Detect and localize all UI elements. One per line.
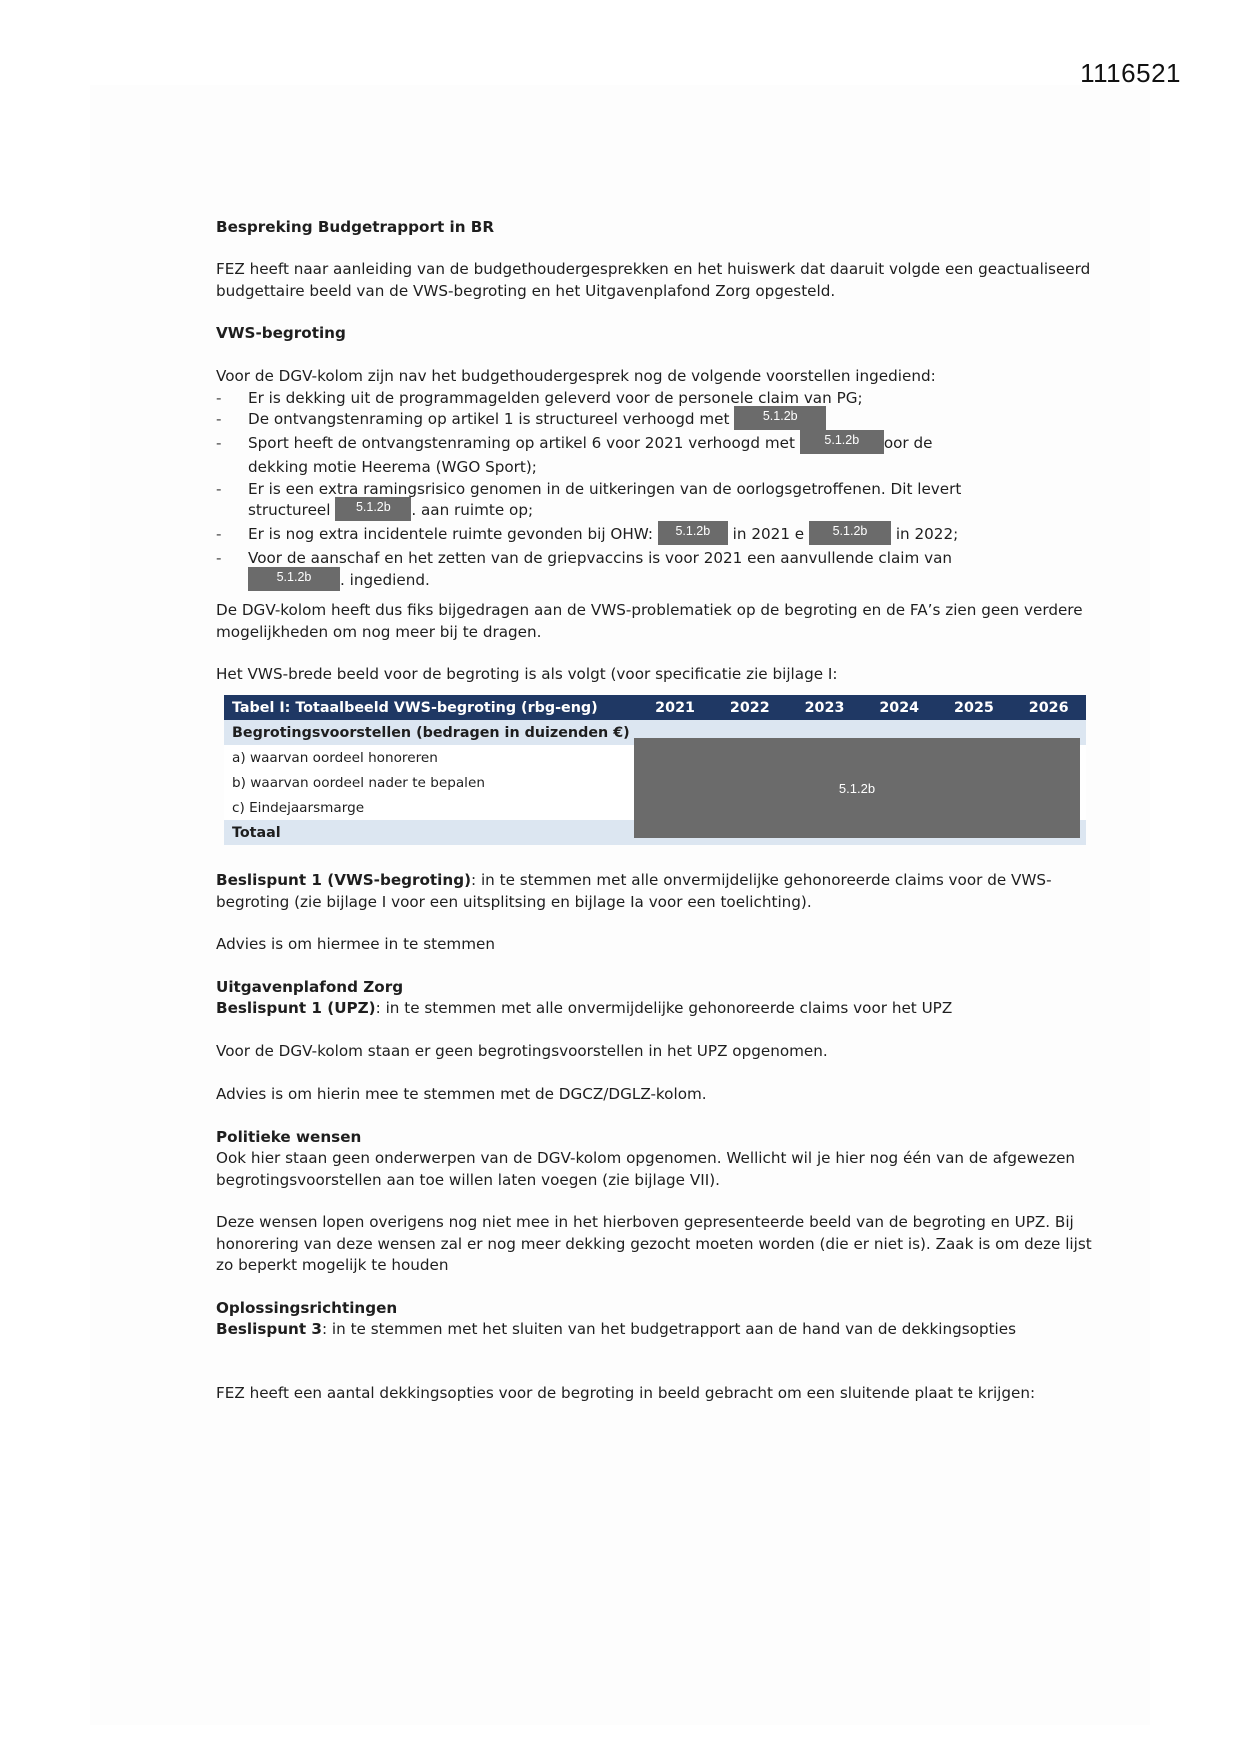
table-title: Tabel I: Totaalbeeld VWS-begroting (rbg-eng) [232,699,598,716]
year-header: 2026 [1028,699,1069,716]
vws-heading: VWS-begroting [216,324,346,342]
year-header: 2025 [954,699,994,716]
list-item: - Er is een extra ramingsrisico genomen in de uitkeringen van de oorlogsgetroffenen. Dit levert structureel 5.1.2b . aan ruimte op; [216,479,1096,525]
redaction-box: 5.1.2b [658,521,728,545]
beslispunt-1-upz: Beslispunt 1 (UPZ): in te stemmen met alle onvermijdelijke gehonoreerde claims voor het UPZ [216,999,953,1017]
redaction-box: 5.1.2b [248,567,340,591]
final-paragraph: FEZ heeft een aantal dekkingsopties voor de begroting in beeld gebracht om een sluitende plaat te krijgen: [216,1384,1036,1402]
list-item: - Er is nog extra incidentele ruimte gevonden bij OHW: 5.1.2b in 2021 e 5.1.2b in 2022; [216,524,1096,548]
advies-2: Advies is om hierin mee te stemmen met de DGCZ/DGLZ-kolom. [216,1085,707,1103]
table-intro: Het VWS-brede beeld voor de begroting is als volgt (voor specificatie zie bijlage I: [216,665,838,683]
advies-1: Advies is om hiermee in te stemmen [216,935,495,953]
upz-paragraph: Voor de DGV-kolom staan er geen begrotingsvoorstellen in het UPZ opgenomen. [216,1042,828,1060]
year-header: 2024 [879,699,920,716]
year-header: 2023 [804,699,845,716]
year-header: 2021 [655,699,695,716]
table-header-row [224,695,1086,720]
table-total-row: Totaal [224,820,1086,845]
list-item: - Sport heeft de ontvangstenraming op artikel 6 voor 2021 verhoogd met 5.1.2b oor de dekking motie Heerema (WGO Sport); [216,433,1096,479]
politieke-wensen-paragraph: Ook hier staan geen onderwerpen van de DGV-kolom opgenomen. Wellicht wil je hier nog één van de afgewezen begrotingsvoorstellen aan toe willen laten voegen (zie bijlage VII). [216,1149,1076,1189]
redaction-box: 5.1.2b [335,497,411,521]
document-title: Bespreking Budgetrapport in BR [216,218,495,236]
redaction-box: 5.1.2b [809,521,891,545]
politieke-wensen-heading: Politieke wensen [216,1128,362,1146]
beslispunt-1-vws: Beslispunt 1 (VWS-begroting): in te stemmen met alle onvermijdelijke gehonoreerde claims voor de VWS-begroting (zie bijlage I voor een uitsplitsing en bijlage Ia voor een toelichting). [216,871,1052,911]
redaction-box: 5.1.2b [800,430,884,454]
budget-table [224,695,1086,845]
table-row: a) waarvan oordeel honoreren [224,745,1086,770]
list-item: - Voor de aanschaf en het zetten van de griepvaccins is voor 2021 een aanvullende claim van 5.1.2b . ingediend. [216,548,1096,594]
document-number: 1116521 [1080,58,1181,88]
list-item: - De ontvangstenraming op artikel 1 is structureel verhoogd met 5.1.2b [216,409,1096,433]
redaction-box: 5.1.2b [734,406,826,430]
oplossingsrichtingen-heading: Oplossingsrichtingen [216,1299,398,1317]
dgv-contribution-paragraph: De DGV-kolom heeft dus fiks bijgedragen aan de VWS-problematiek op de begroting en de FA’s zien geen verdere mogelijkheden om nog meer bij te dragen. [216,601,1083,641]
beslispunt-3: Beslispunt 3: in te stemmen met het sluiten van het budgetrapport aan de hand van de dekkingsopties [216,1320,1017,1338]
upz-heading: Uitgavenplafond Zorg [216,978,404,996]
dgv-proposals-section [216,366,1096,594]
list-item: - Er is dekking uit de programmagelden geleverd voor de personele claim van PG; [216,388,1096,410]
year-header: 2022 [729,699,770,716]
table-redaction-box: 5.1.2b [634,738,1080,838]
proposals-list [216,388,1096,594]
wensen-paragraph: Deze wensen lopen overigens nog niet mee in het hierboven gepresenteerde beeld van de begroting en UPZ. Bij honorering van deze wensen zal er nog meer dekking gezocht moeten worden (die er niet is). Zaak is om deze lijst zo beperkt mogelijk te houden [216,1213,1092,1274]
dgv-intro: Voor de DGV-kolom zijn nav het budgethoudergesprek nog de volgende voorstellen ingediend: [216,367,936,385]
table-row: b) waarvan oordeel nader te bepalen [224,770,1086,795]
table-row: c) Eindejaarsmarge [224,795,1086,820]
intro-paragraph: FEZ heeft naar aanleiding van de budgethoudergesprekken en het huiswerk dat daaruit volgde een geactualiseerd budgettaire beeld van de VWS-begroting en het Uitgavenplafond Zorg opgesteld. [216,260,1091,300]
table-subheader-row: Begrotingsvoorstellen (bedragen in duizenden €) [224,720,1086,745]
